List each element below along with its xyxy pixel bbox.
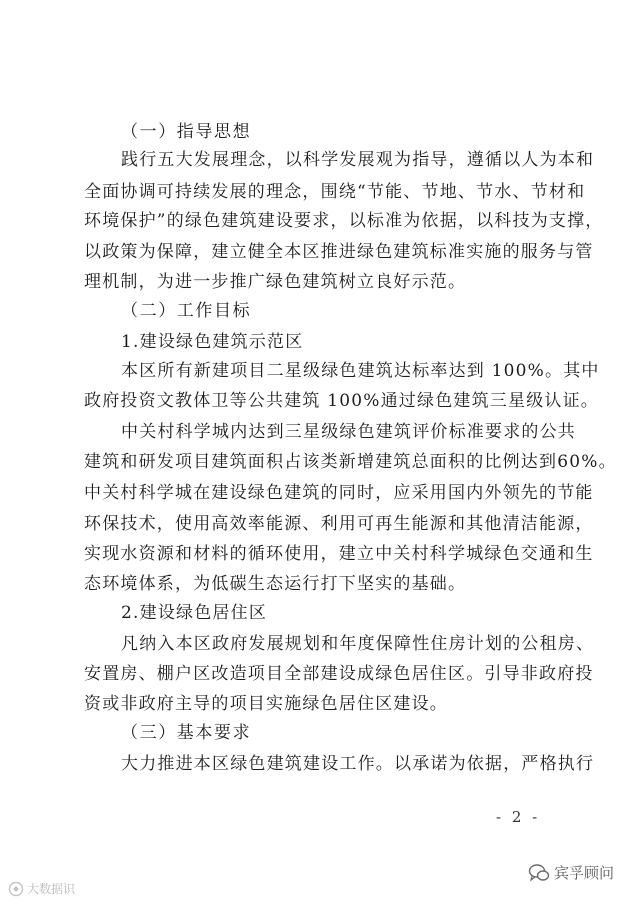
paragraph-line: 以政策为保障，建立健全本区推进绿色建筑标准实施的服务与管 [84, 242, 594, 262]
circle-logo-icon [8, 881, 24, 897]
watermark-right [528, 862, 614, 883]
paragraph-line: 中关村科学城在建设绿色建筑的同时，应采用国内外领先的节能 [84, 483, 594, 503]
paragraph-line: 理机制，为进一步推广绿色建筑树立良好示范。 [84, 272, 467, 292]
paragraph-line: 环境保护”的绿色建筑建设要求，以标准为依据，以科技为支撑， [84, 211, 604, 231]
chat-bubble-icon [528, 863, 550, 883]
paragraph-line: 资或非政府主导的项目实施绿色居住区建设。 [84, 694, 448, 714]
paragraph-line: 全面协调可持续发展的理念，围绕“节能、节地、节水、节材和 [84, 182, 586, 202]
paragraph-line: 本区所有新建项目二星级绿色建筑达标率达到 100%。其中 [121, 361, 600, 381]
section-heading-guiding-ideology: （一）指导思想 [121, 122, 252, 142]
paragraph-line: 安置房、棚户区改造项目全部建设成绿色居住区。引导非政府投 [84, 664, 594, 684]
subsection-heading-residential-zone: 2.建设绿色居住区 [121, 603, 268, 623]
paragraph-line: 凡纳入本区政府发展规划和年度保障性住房计划的公租房、 [121, 634, 595, 654]
subsection-heading-demo-zone: 1.建设绿色建筑示范区 [121, 332, 304, 352]
paragraph-line: 践行五大发展理念，以科学发展观为指导，遵循以人为本和 [121, 150, 595, 170]
watermark-left [8, 880, 75, 897]
page-number: - 2 - [496, 808, 541, 826]
section-heading-work-goals: （二）工作目标 [121, 301, 252, 321]
paragraph-line: 态环境体系，为低碳生态运行打下坚实的基础。 [84, 574, 467, 594]
paragraph-line: 大力推进本区绿色建筑建设工作。以承诺为依据，严格执行 [121, 754, 595, 774]
paragraph-line: 政府投资文教体卫等公共建筑 100%通过绿色建筑三星级认证。 [84, 391, 600, 411]
paragraph-line: 建筑和研发项目建筑面积占该类新增建筑总面积的比例达到60%。 [84, 452, 617, 472]
section-heading-basic-requirements: （三）基本要求 [121, 723, 252, 743]
paragraph-line: 中关村科学城内达到三星级绿色建筑评价标准要求的公共 [121, 422, 576, 442]
watermark-left-text: 大数据识 [27, 882, 76, 896]
watermark-right-text: 宾孚顾问 [554, 864, 615, 882]
paragraph-line: 环保技术，使用高效率能源、利用可再生能源和其他清洁能源， [84, 514, 594, 534]
paragraph-line: 实现水资源和材料的循环使用，建立中关村科学城绿色交通和生 [84, 544, 594, 564]
